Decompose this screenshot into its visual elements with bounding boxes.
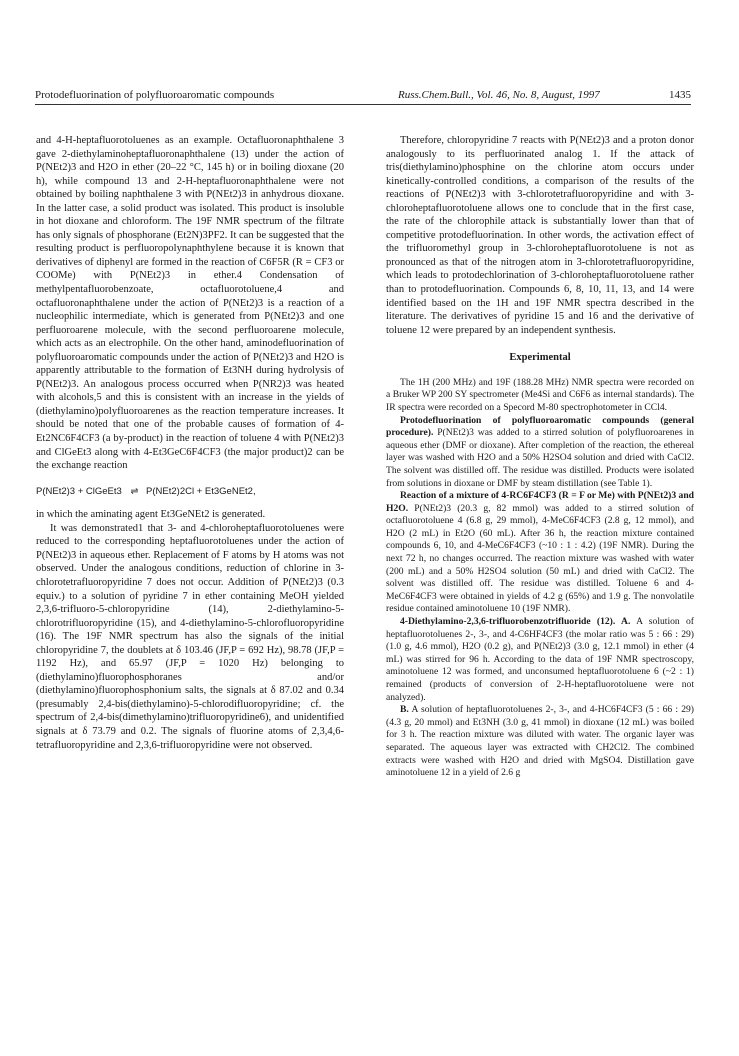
experimental-paragraph-4 [386, 616, 694, 704]
running-header [35, 88, 691, 105]
experimental-heading-3: Reaction of a mixture of 4-RC6F4CF3 (R = F or Me) with P(NEt2)3 and H2O. [386, 490, 694, 514]
page-number: 1435 [669, 89, 691, 101]
left-paragraph-2: in which the aminating agent Et3GeNEt2 is generated. [36, 509, 266, 521]
equation-right: P(NEt2)2Cl + Et3GeNEt2, [146, 485, 256, 497]
experimental-text-2: P(NEt2)3 was added to a stirred solution of polyfluoroarenes in aqueous ether (DMF or dioxane). After completion of the reaction, the ethereal layer was washed with H2O and a 50% H2SO4 solution and dried with CaCl2. The solvent was distilled off. The residue was distilled. Products were isolated from solutions in dioxane or DMF by steam distillation (see Table 1). [386, 427, 694, 489]
experimental-heading-5: B. [400, 704, 409, 716]
experimental-paragraph-5 [386, 704, 694, 780]
left-paragraph-3: It was demonstrated1 that 3- and 4-chloroheptafluorotoluenes were reduced to the corresponding heptafluorotoluenes under the action of P(NEt2)3 in aqueous ether. Replacement of F atoms by H atoms was not observed. Under the analogous conditions, reduction of chlorine in 3-chlorotetrafluoropyridine 7 does not occur. Addition of P(NEt2)3 (0.3 equiv.) to a solution of pyridine 7 in ether containing MeOH yielded 2,3,6-trifluoro-5-chloropyridine (14), 2-diethylamino-5-chlorotrifluoropyridine (15), and 4-diethylamino-5-chlorofluoropyridine (16). The 19F NMR spectrum has also the signals of the initial chloropyridine 7, the doublets at δ 103.46 (JF,P = 692 Hz), 98.78 (JF,P = 1192 Hz), and 65.97 (JF,P = 1020 Hz) belonging to (diethylamino)fluorophosphoranes and/or (diethylamino)fluorophosphonium salts, the signals at δ 87.02 and 0.34 (presumably 2,4-bis(diethylamino)-5-chlorodifluoropyridine; cf. the spectrum of 2,4-bis(dimethylamino)trifluoropyridine6), and unidentified signals at δ 73.79 and 0.2. The signals of fluorine atoms of 2,3,4,6-tetrafluoropyridine and 2,3,6-trifluoropyridine were not observed. [36, 522, 344, 751]
header-journal: Russ.Chem.Bull., Vol. 46, No. 8, August, 1997 [398, 89, 600, 101]
section-heading-experimental: Experimental [509, 352, 571, 364]
left-paragraph-1: and 4-H-heptafluorotoluenes as an example. Octafluoronaphthalene 3 gave 2-diethylaminoheptafluoronaphthalene (13) under the action of P(NEt2)3 and H2O in ether (20–22 °C, 145 h) or in boiling dioxane (20 h), while compound 13 and 2-H-heptafluoronaphthalene were not obtained by boiling naphthalene 3 with P(NEt2)3 in anhydrous dioxane. In the latter case, a solid product was isolated. This product is insoluble in hot dioxane and chloroform. The 19F NMR spectrum of the filtrate has only signals of phosphorane (Et2N)3PF2. It can be suggested that the resulting product is perfluoropolynaphthylene because it is known that derivatives of diphenyl are formed in the reaction of C6F5R (R = CF3 or COOMe) with P(NEt2)3 in ether.4 Condensation of methylpentafluorobenzoate, octafluorotoluene,4 and octafluoronaphthalene under the action of P(NEt2)3 is a reaction of a nucleophilic intermediate, which is generated from P(NEt2)3 and one perfluoroarene molecule, with the second perfluoroarene molecule, which acts as an electrophile. On the other hand, aminodefluorination of polyfluoroaromatic compounds under the action of P(NEt2)3 and H2O is apparently attributable to the formation of Et3NH during hydrolysis of P(NEt2)3. An analogous process occurred when P(NR2)3 was heated with alcohols,5 and this is consistent with an increase in the yields of (diethylamino)polyfluoroarenes as the reaction temperature increases. It should be noted that one of the probable causes of formation of 4-Et2NC6F4CF3 (a by-product) in the reaction of toluene 4 with P(NEt2)3 and ClGeEt3 along with 4-Et3GeC6F4CF3 (the major product)2 can be the exchange reaction [36, 135, 344, 472]
experimental-text-5: A solution of heptafluorotoluenes 2-, 3-, and 4-HC6F4CF3 (5 : 66 : 29) (4.3 g, 20 mmol) and Et3NH (3.0 g, 41 mmol) in dioxane (12 mL) was boiled for 3 h. The reaction mixture was diluted with water. The organic layer was separated. The aqueous layer was extracted with CH2Cl2. The combined extracts were washed with H2O and dried with MgSO4. Distillation gave aminotoluene 12 in a yield of 2.6 g [386, 704, 694, 779]
experimental-paragraph-3 [386, 490, 694, 616]
experimental-heading-2: Protodefluorination of polyfluoroaromatic compounds (general procedure). [386, 414, 694, 439]
experimental-paragraph-2 [386, 415, 694, 491]
right-column [386, 134, 694, 780]
header-title: Protodefluorination of polyfluoroaromatic compounds [35, 89, 275, 101]
exchange-equation [36, 485, 344, 499]
right-paragraph-1: Therefore, chloropyridine 7 reacts with P(NEt2)3 and a proton donor analogously to its perfluorinated analog 1. If the attack of tris(diethylamino)phosphine on the chlorine atom occurs under kinetically-controlled conditions, a comparison of the results of the reactions of P(NEt2)3 with 3-chlorotetrafluoropyridine and with 3-chloroheptafluorotoluene allows one to conclude that in the first case, the rate of the chlorophile attack is substantially lower than that of competitive protodefluorination. In other words, the activation effect of the trifluoromethyl group in 3-chloroheptafluorotoluene is not as pronounced as that of the nitrogen atom in 3-chlorotetrafluoropyridine, which leads to protodechlorination of 3-chloroheptafluorotoluene rather than to protodefluorination. Compounds 6, 8, 10, 11, 13, and 14 were identified based on the 1H and 19F NMR spectra described in the literature. The derivatives of pyridine 15 and 16 and the derivative of toluene 12 were prepared by an independent synthesis. [386, 135, 694, 336]
left-column [36, 134, 344, 752]
experimental-text-3: P(NEt2)3 (20.3 g, 82 mmol) was added to a stirred solution of octafluorotoluene 4 (6.8 g, 29 mmol), 4-MeC6F4CF3 (2.8 g, 12 mmol), and H2O (2 mL) in Et2O (60 mL). After 36 h, the reaction mixture contained compounds 6, 10, and 4-MeC6F4CF3 (~10 : 1 : 4.2) (19F NMR). During the next 72 h, no changes occurred. The reaction mixture was washed with water (200 mL) and a 50% H2SO4 solution (50 mL) and dried with CaCl2. The solvent was distilled off. The residue was distilled. Toluene 6 and 4-MeC6F4CF3 were obtained in yields of 4.2 g (65%) and 1.9 g. The nonvolatile residue contained aminotoluene 10 (19F NMR). [386, 502, 694, 615]
equilibrium-arrow-icon: ⇌ [130, 485, 138, 497]
equation-left: P(NEt2)3 + ClGeEt3 [36, 485, 122, 497]
experimental-heading-4: 4-Diethylamino-2,3,6-trifluorobenzotrifluoride (12). A. [400, 616, 631, 628]
experimental-paragraph-1: The 1H (200 MHz) and 19F (188.28 MHz) NMR spectra were recorded on a Bruker WP 200 SY spectrometer (Me4Si and C6F6 as internal standards). The IR spectra were recorded on a Specord M-80 spectrophotometer in CCl4. [386, 376, 694, 413]
experimental-text-4: A solution of heptafluorotoluenes 2-, 3-, and 4-C6HF4CF3 (the molar ratio was 5 : 66 : 29) (1.0 g, 4.6 mmol), H2O (0.2 g), and P(NEt2)3 (3.0 g, 12.1 mmol) in ether (4 mL) was stirred for 96 h. According to the data of 19F NMR spectroscopy, aminotoluene 12 was formed, and unconsumed heptafluorotoluene 6 (~2 : 1) remained (products of conversion of 2-H-heptafluorotoluene were not analyzed). [386, 616, 694, 703]
